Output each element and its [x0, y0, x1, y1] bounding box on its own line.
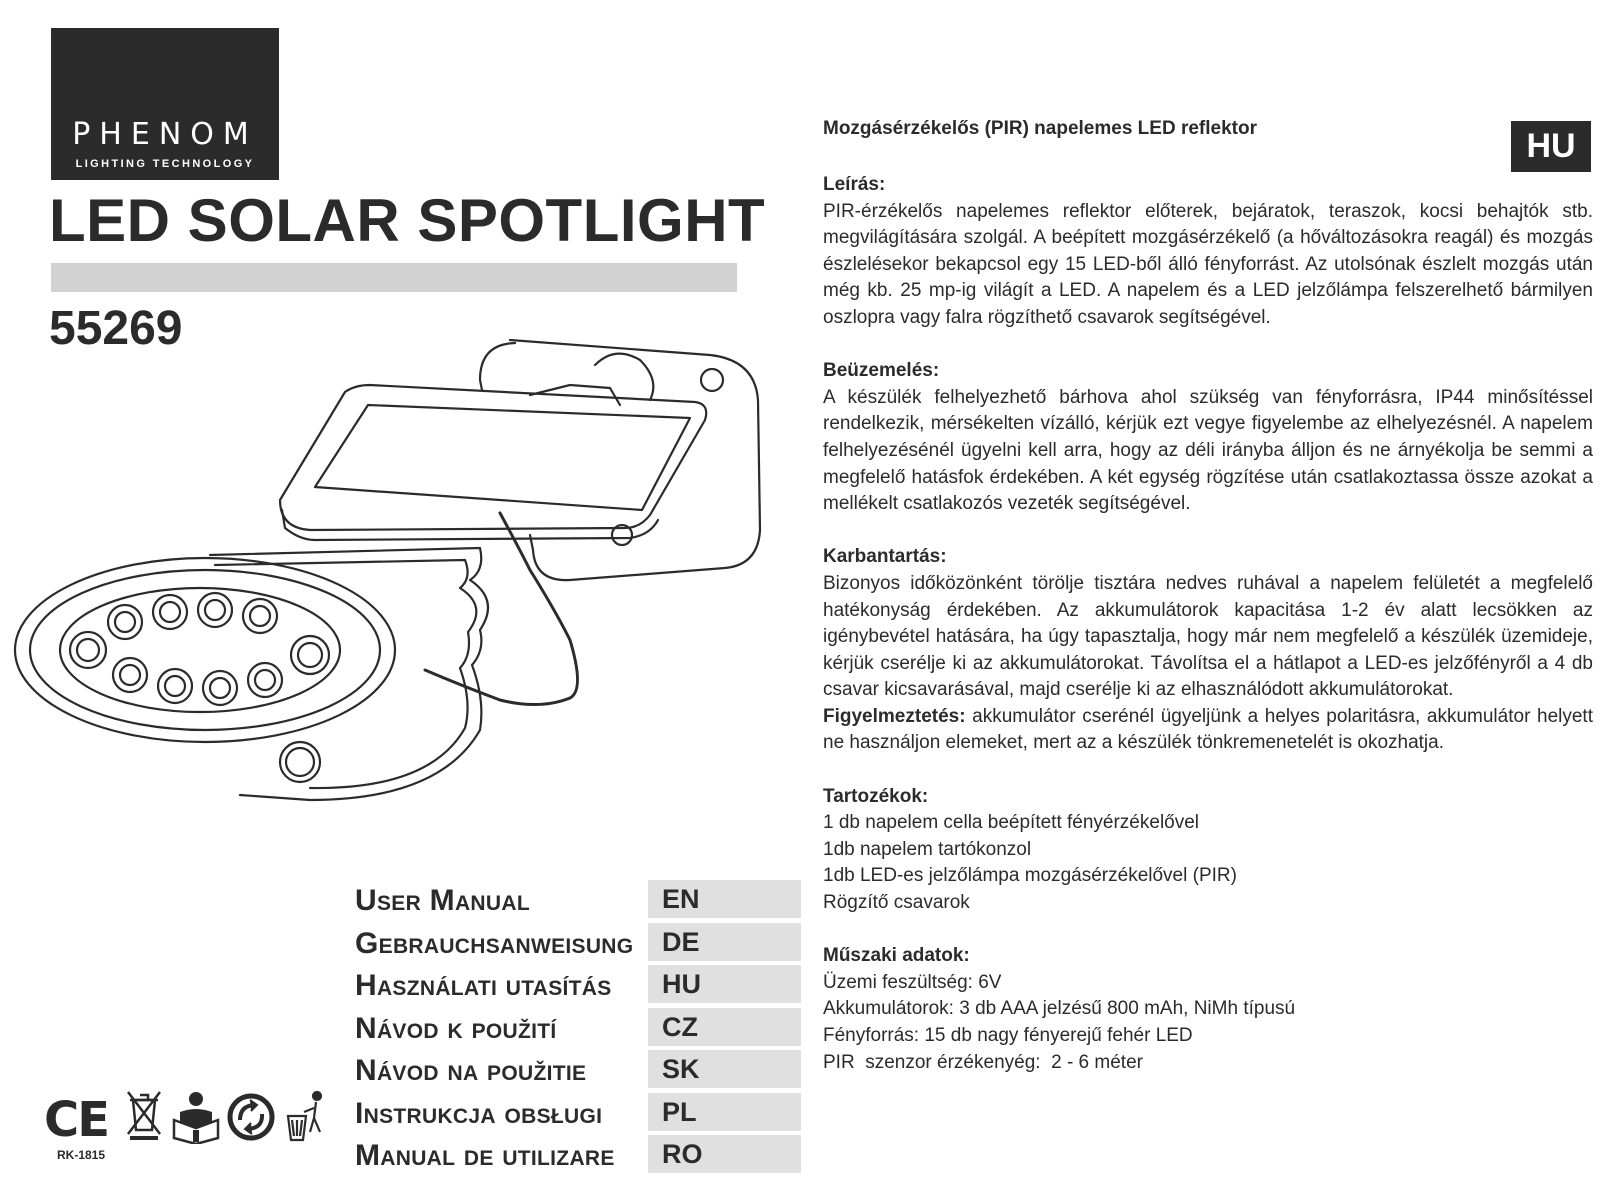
section-title: Leírás:	[823, 174, 886, 195]
warning-label: Figyelmeztetés:	[823, 705, 966, 727]
svg-text:CE: CE	[44, 1094, 109, 1142]
language-code: CZ	[648, 1008, 801, 1046]
language-row-hu	[355, 965, 801, 1008]
language-name: Instrukcja obsługi	[355, 1096, 603, 1130]
language-code: SK	[648, 1050, 801, 1088]
language-row-ro	[355, 1135, 801, 1178]
language-code: HU	[648, 965, 801, 1003]
language-badge: HU	[1511, 121, 1591, 172]
language-row-cz	[355, 1008, 801, 1051]
section-specs	[823, 943, 1593, 1076]
product-code: RK-1815	[57, 1148, 106, 1162]
weee-bin-icon	[126, 1090, 162, 1142]
recycle-icon	[226, 1092, 276, 1142]
language-name: User Manual	[355, 884, 530, 917]
language-name: Návod na použitie	[355, 1054, 587, 1087]
language-name: Návod k použití	[355, 1011, 557, 1045]
brand-name: PHENOM	[72, 117, 258, 152]
brand-subtitle: LIGHTING TECHNOLOGY	[75, 158, 255, 170]
list-item: Üzemi feszültség: 6V	[823, 971, 1002, 993]
language-code: EN	[648, 880, 801, 918]
list-item: 1db napelem tartókonzol	[823, 838, 1032, 860]
section-text: A készülék felhelyezhető bárhova ahol szükség van fényforrásra, IP44 minősítéssel rendelkezik, mérsékelten vízálló, kérjük ezt vegye figyelembe az elhelyezésnél. A napelem felhelyezésénél ügyelni kell arra, hogy az déli irányba álljon és ne árnyékolja be semmi a megfelelő hatásfok érdekében. A két egység rögzítése után csatlakoztassa össze azokat a mellékelt csatlakozós vezeték segítségével.	[823, 386, 1593, 515]
manual-content	[823, 172, 1593, 1103]
warning-paragraph	[823, 704, 1593, 757]
language-list	[355, 880, 801, 1178]
product-title: LED SOLAR SPOTLIGHT	[49, 187, 766, 254]
section-text: Bizonyos időközönként törölje tisztára nedves ruhával a napelem felületét a megfelelő hatékonyság érdekében. Az akkumulátorok kapacitása 1-2 év alatt lecsökken az igénybevétel hatására, ha úgy tapasztalja, hogy már nem megfelelő a készülék üzemideje, kérjük cserélje ki az akkumulátorokat. Távolítsa el a hátlapot a LED-es jelzőfényről a 4 db csavar kicsavarásával, majd cserélje ki az elhasználódott akkumulátorokat.	[823, 572, 1593, 701]
section-accessories	[823, 784, 1593, 917]
language-code: DE	[648, 923, 801, 961]
list-item: 1 db napelem cella beépített fényérzékelővel	[823, 812, 1200, 834]
warning-text: akkumulátor cserénél ügyeljünk a helyes polaritásra, akkumulátor helyett ne használjon elemeket, mert az a készülék tönkremenetelét is okozhatja.	[823, 705, 1593, 754]
section-title: Tartozékok:	[823, 785, 929, 807]
language-row-en	[355, 880, 801, 923]
ce-mark-icon	[44, 1094, 116, 1142]
language-row-de	[355, 923, 801, 966]
read-manual-icon	[172, 1090, 220, 1144]
section-title: Beüzemelés:	[823, 360, 940, 382]
section-description	[823, 172, 1593, 332]
specs-list	[823, 970, 1593, 1076]
language-code: PL	[648, 1093, 801, 1131]
list-item: 1db LED-es jelzőlámpa mozgásérzékelővel (PIR)	[823, 865, 1237, 887]
led-array	[70, 593, 329, 705]
list-item: Rögzítő csavarok	[823, 892, 970, 914]
section-installation	[823, 358, 1593, 518]
list-item: Fényforrás: 15 db nagy fényerejű fehér LED	[823, 1025, 1193, 1046]
list-item: Akkumulátorok: 3 db AAA jelzésű 800 mAh, NiMh típusú	[823, 998, 1296, 1020]
list-item: PIR szenzor érzékenyég: 2 - 6 méter	[823, 1051, 1143, 1073]
accessories-list	[823, 810, 1593, 916]
section-title: Karbantartás:	[823, 546, 947, 568]
manual-heading: Mozgásérzékelős (PIR) napelemes LED reflektor	[823, 118, 1257, 139]
model-number: 55269	[49, 302, 183, 355]
brand-logo	[51, 28, 279, 180]
section-text: PIR-érzékelős napelemes reflektor előterek, bejáratok, teraszok, kocsi behajtók stb. megvilágítására szolgál. A beépített mozgásérzékelő (a hőváltozásokra reagál) és mozgás észlelésekor bekapcsol egy 15 LED-ből álló fényforrást. Az utolsónak észlelt mozgás után még kb. 25 mp-ig világít a LED. A napelem és a LED jelzőlámpa felszerelhető bármilyen oszlopra vagy falra rögzíthető csavarok segítségével.	[823, 200, 1593, 328]
section-title: Műszaki adatok:	[823, 945, 970, 967]
language-row-sk	[355, 1050, 801, 1093]
solar-spotlight-drawing	[10, 330, 770, 840]
language-name: Manual de utilizare	[355, 1139, 615, 1172]
section-maintenance	[823, 544, 1593, 757]
language-name: Használati utasítás	[355, 969, 612, 1002]
language-name: Gebrauchsanweisung	[355, 926, 634, 960]
language-row-pl	[355, 1093, 801, 1136]
tidyman-icon	[284, 1090, 328, 1144]
title-divider-bar	[51, 263, 737, 292]
language-code: RO	[648, 1135, 801, 1173]
